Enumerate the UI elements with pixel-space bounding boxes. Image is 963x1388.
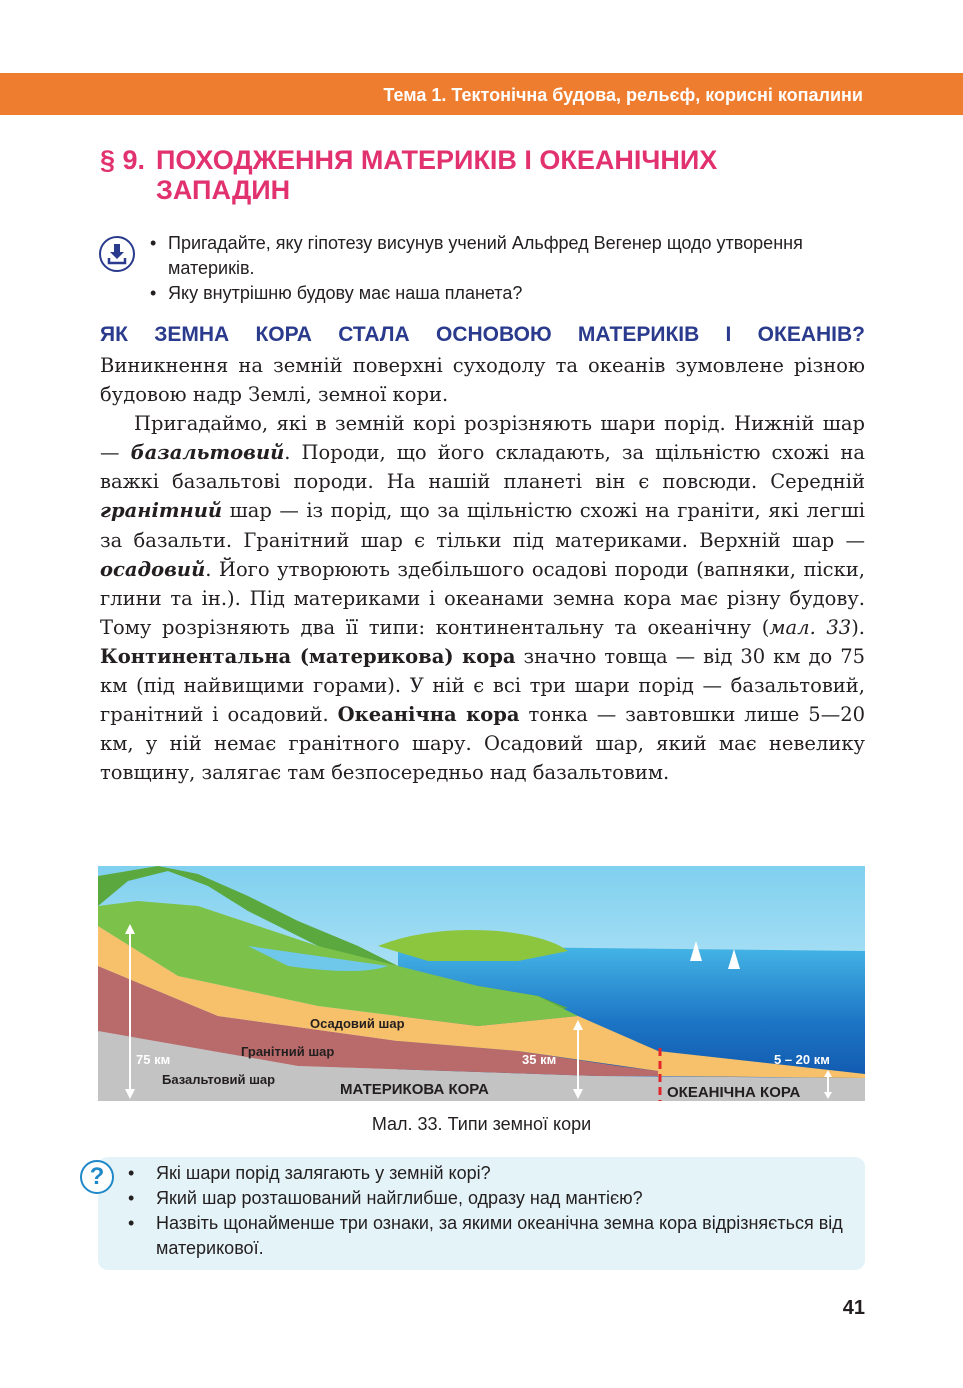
recall-item: • Пригадайте, яку гіпотезу висунув учений Альфред Вегенер щодо утворення материків.: [150, 231, 865, 281]
label-35km: 35 км: [522, 1052, 557, 1067]
topic-header-bar: [0, 73, 963, 115]
crust-cross-section: [98, 866, 865, 1101]
term-continental-crust: Континентальна (материкова) кора: [100, 644, 516, 668]
download-arrow-icon: [99, 236, 135, 272]
page-number: 41: [842, 1297, 865, 1319]
question-item: • Назвіть щонайменше три ознаки, за якими океанічна земна кора відрізняється від материкової.: [128, 1211, 858, 1261]
term-basalt: базальтовий: [130, 441, 285, 465]
term-granite: гранітний: [100, 499, 223, 523]
body-text: [100, 351, 865, 787]
section-title: [100, 145, 865, 205]
questions-list: [128, 1161, 858, 1261]
section-title-line1: ПОХОДЖЕННЯ МАТЕРИКІВ І ОКЕАНІЧНИХ: [156, 145, 718, 175]
figure-caption: Мал. 33. Типи земної кори: [371, 1114, 592, 1134]
paragraph-intro: Виникнення на земній поверхні суходолу та океанів зумовлене різною будовою надр Землі, земної кори.: [100, 354, 865, 407]
label-continental-crust: МАТЕРИКОВА КОРА: [340, 1081, 489, 1098]
crust-types-illustration: [98, 866, 865, 1101]
label-5-20km: 5 – 20 км: [774, 1052, 830, 1067]
label-granite-layer: Гранітний шар: [241, 1044, 335, 1059]
label-sedimentary-layer: Осадовий шар: [310, 1016, 405, 1031]
term-oceanic-crust: Океанічна кора: [337, 703, 520, 727]
label-basalt-layer: Базальтовий шар: [162, 1072, 276, 1087]
term-sedimentary: осадовий: [100, 557, 206, 581]
question-icon: ?: [80, 1160, 114, 1194]
paragraph-layers: Пригадаймо, які в земній корі розрізняють шари порід. Нижній шар — базальтовий. Породи, що його складають, за щільністю схожі на важкі базальтові породи. На нашій планеті він є повсюди. Середній гранітний шар — із порід, що за щільністю схожі на граніти, які легші за базальти. Гранітний шар є тільки під материками. Верхній шар — осадовий. Його утворюють здебільшого осадові породи (вапняки, піски, глини та ін.). Під материками і океанами земна кора має різну будову. Тому розрізняють два її типи: континентальну та океанічну (мал. 33). Континентальна (материкова) кора значно товща — від 30 км до 75 км (під найвищими горами). У ній є всі три шари порід — базальтовий, гранітний і осадовий. Океанічна кора тонка — завтовшки лише 5—20 км, у ній немає гранітного шару. Осадовий шар, який має невелику товщину, залягає там безпосередньо над базальтовим.: [100, 412, 866, 785]
question-item: • Які шари порід залягають у земній корі?: [128, 1161, 858, 1186]
recall-list: [150, 231, 865, 306]
subheading: ЯК ЗЕМНА КОРА СТАЛА ОСНОВОЮ МАТЕРИКІВ І ОКЕАНІВ?: [100, 323, 865, 346]
recall-item: • Яку внутрішню будову має наша планета?: [150, 281, 865, 306]
question-item: • Який шар розташований найглибше, одразу над мантією?: [128, 1186, 858, 1211]
section-title-line2: ЗАПАДИН: [156, 175, 291, 205]
label-75km: 75 км: [136, 1052, 171, 1067]
figure-reference: мал. 33: [769, 615, 852, 639]
topic-title: Тема 1. Тектонічна будова, рельєф, корисні копалини: [383, 85, 863, 105]
label-oceanic-crust: ОКЕАНІЧНА КОРА: [667, 1084, 801, 1101]
section-number: § 9.: [100, 145, 146, 175]
